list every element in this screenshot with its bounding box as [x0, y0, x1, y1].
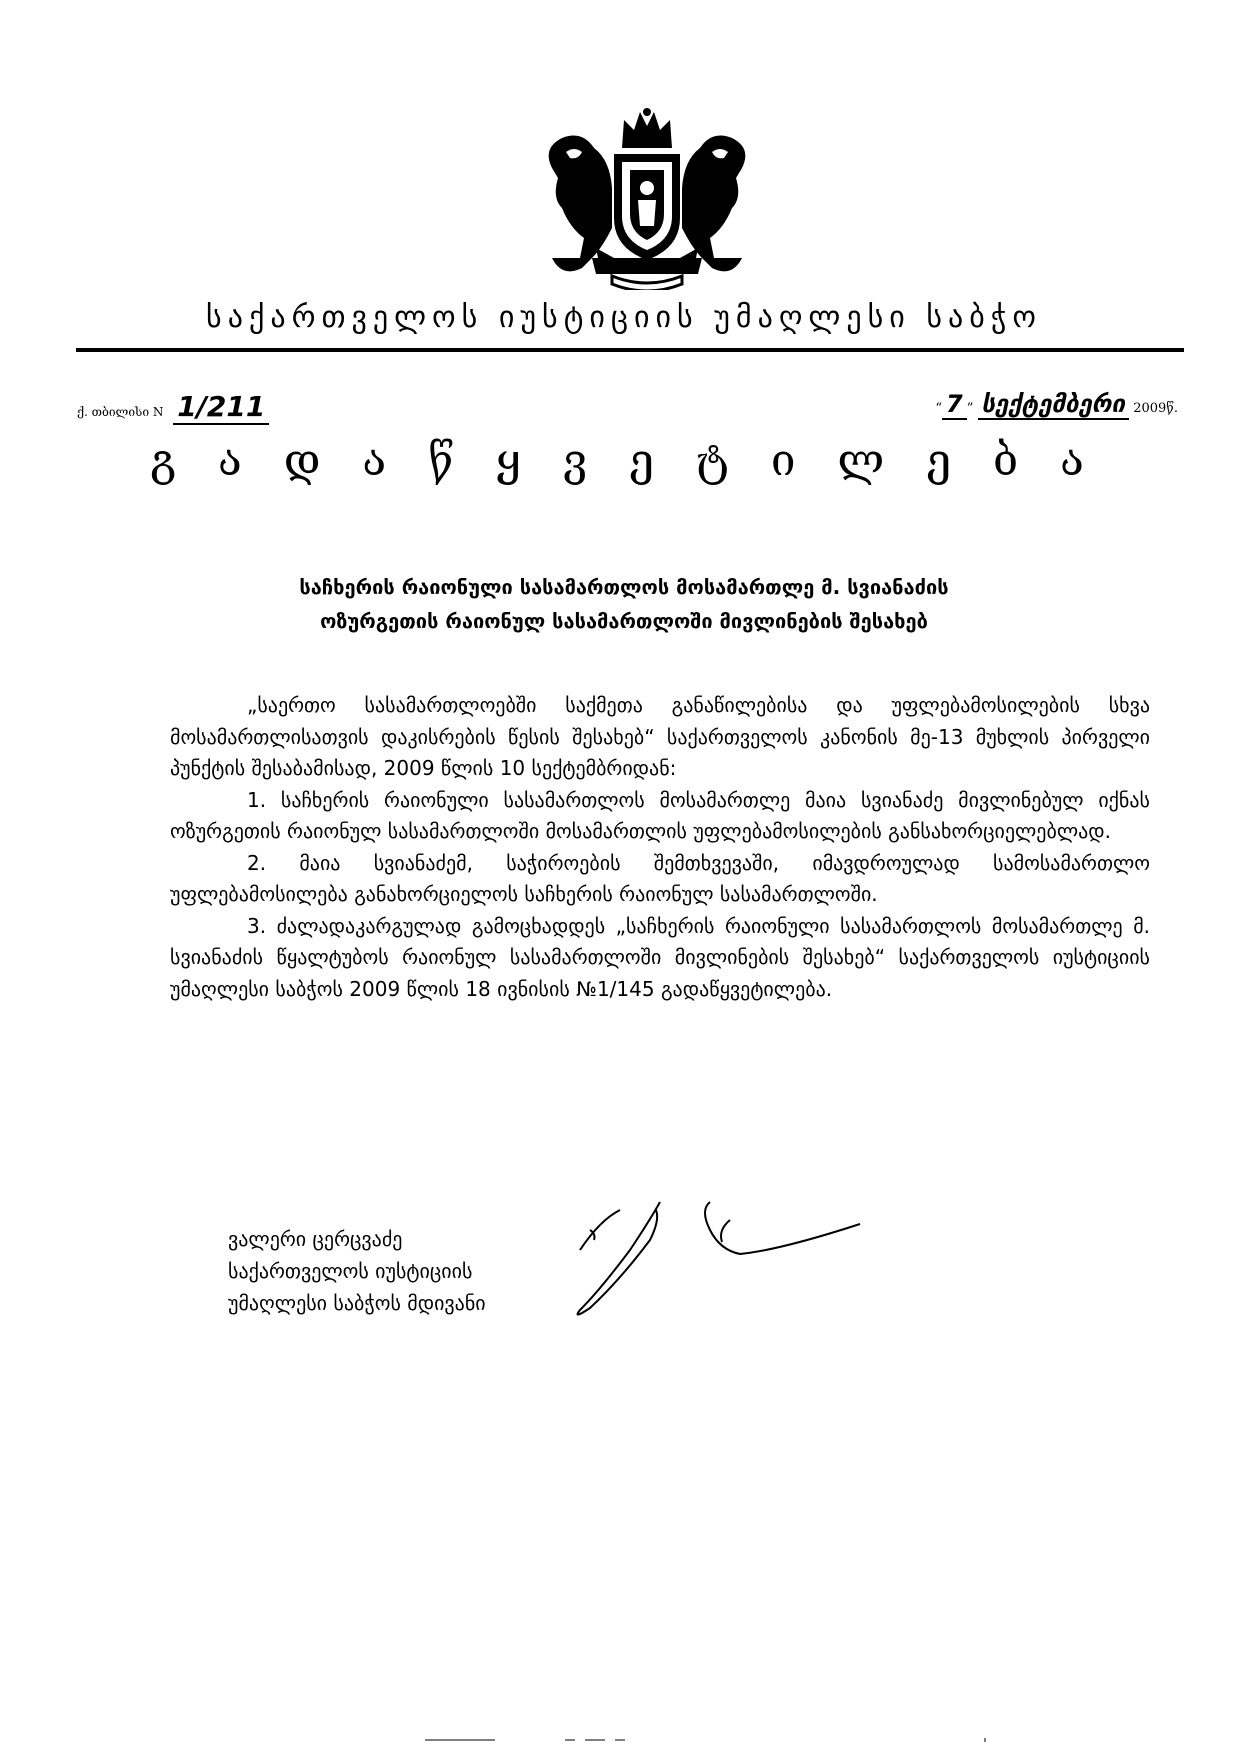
- date-month: სექტემბერი: [978, 390, 1130, 420]
- signatory-block: [228, 1223, 486, 1319]
- document-subject: [180, 570, 1068, 638]
- handwritten-signature: [560, 1190, 870, 1330]
- paragraph: 2. მაია სვიანაძემ, საჭიროების შემთხვევაში, იმავდროულად სამოსამართლო უფლებამოსილება განახორციელოს საჩხერის რაიონულ სასამართლოში.: [170, 850, 1150, 906]
- number-label: ქ. თბილისი N: [77, 405, 164, 419]
- signatory-name: ვალერი ცერცვაძე: [228, 1227, 403, 1251]
- date-year: 2009წ.: [1133, 401, 1178, 416]
- date-day: 7: [942, 390, 967, 420]
- paragraph: 1. საჩხერის რაიონული სასამართლოს მოსამართლე მაია სვიანაძე მივლინებულ იქნას ოზურგეთის რაიონულ სასამართლოში მოსამართლის უფლებამოსილების განსახორციელებლად.: [170, 787, 1150, 843]
- document-body: [170, 690, 1150, 1005]
- signatory-position: საქართველოს იუსტიციის: [228, 1259, 473, 1283]
- organization-title: საქართველოს იუსტიციის უმაღლესი საბჭო: [206, 300, 1042, 335]
- header-rule: [76, 348, 1184, 352]
- signatory-position: უმაღლესი საბჭოს მდივანი: [228, 1291, 486, 1315]
- document-title: გ ა დ ა წ ყ ვ ე ტ ი ლ ე ბ ა: [150, 435, 1098, 486]
- subject-line: ოზურგეთის რაიონულ სასამართლოში მივლინების შესახებ: [320, 609, 928, 633]
- document-date: “ 7 ” სექტემბერი 2009წ.: [935, 390, 1178, 418]
- subject-line: საჩხერის რაიონული სასამართლოს მოსამართლე მ. სვიანაძის: [299, 575, 949, 599]
- paragraph: 3. ძალადაკარგულად გამოცხადდეს „საჩხერის რაიონული სასამართლოს მოსამართლე მ. სვიანაძის წყალტუბოს რაიონულ სასამართლოში მივლინების შესახებ“ საქართველოს იუსტიციის უმაღლესი საბჭოს 2009 წლის 18 ივნისის №1/145 გადაწყვეტილება.: [170, 913, 1150, 1001]
- coat-of-arms-icon: [522, 108, 772, 290]
- document-number: [77, 390, 269, 423]
- number-value: 1/211: [173, 390, 269, 425]
- scan-artifacts: [425, 1737, 1025, 1743]
- paragraph: „საერთო სასამართლოებში საქმეთა განაწილებისა და უფლებამოსილების სხვა მოსამართლისათვის დაკისრების წესის შესახებ“ საქართველოს კანონის მე-13 მუხლის პირველი პუნქტის შესაბამისად, 2009 წლის 10 სექტემბრიდან:: [170, 693, 1150, 780]
